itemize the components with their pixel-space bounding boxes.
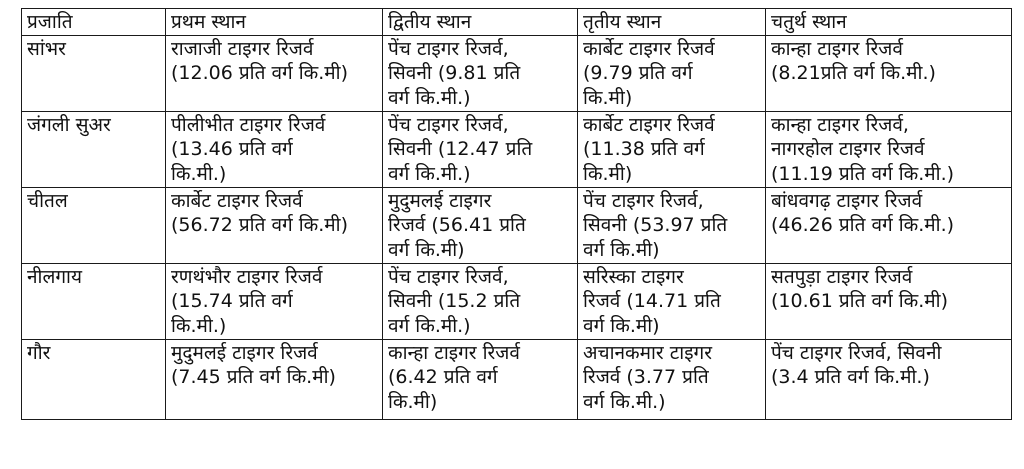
cell-text-line: (8.21प्रति वर्ग कि.मी.) <box>771 62 936 84</box>
cell-text-line: कान्हा टाइगर रिजर्व <box>771 37 903 60</box>
cell-text-line: बांधवगढ़ टाइगर रिजर्व <box>771 189 923 212</box>
fourth-place-cell <box>766 263 1012 339</box>
third-place-cell <box>578 111 766 187</box>
fourth-place-cell <box>766 339 1012 419</box>
second-place-cell <box>383 339 578 419</box>
second-place-cell <box>383 111 578 187</box>
species-cell: चीतल <box>22 187 166 263</box>
species-cell: सांभर <box>22 35 166 111</box>
cell-text-line: (11.38 प्रति वर्ग <box>583 138 705 160</box>
cell-text-line: वर्ग कि.मी.) <box>388 162 471 185</box>
cell-text-line: पेंच टाइगर रिजर्व, <box>388 37 509 60</box>
cell-text-line: पेंच टाइगर रिजर्व, <box>583 189 704 212</box>
cell-text-line: रिजर्व (3.77 प्रति <box>583 366 709 388</box>
cell-text-line: वर्ग कि.मी) <box>583 314 660 337</box>
cell-text-line: वर्ग कि.मी.) <box>388 314 471 337</box>
third-place-cell <box>578 263 766 339</box>
cell-text-line: कि.मी) <box>583 162 633 185</box>
cell-text-line: कान्हा टाइगर रिजर्व, <box>771 113 909 136</box>
third-place-cell <box>578 35 766 111</box>
cell-text-line: (12.06 प्रति वर्ग कि.मी) <box>171 62 348 84</box>
header-third-place: तृतीय स्थान <box>578 9 766 36</box>
species-cell: नीलगाय <box>22 263 166 339</box>
cell-text-line: (46.26 प्रति वर्ग कि.मी.) <box>771 214 955 236</box>
cell-text-line: नागरहोल टाइगर रिजर्व <box>771 138 925 160</box>
table-row <box>22 187 1012 263</box>
cell-text-line: (56.72 प्रति वर्ग कि.मी) <box>171 214 348 236</box>
cell-text-line: कि.मी) <box>583 86 633 109</box>
cell-text-line: रिजर्व (14.71 प्रति <box>583 290 721 312</box>
table-row <box>22 339 1012 419</box>
second-place-cell <box>383 187 578 263</box>
first-place-cell <box>166 339 383 419</box>
second-place-cell <box>383 35 578 111</box>
cell-text-line: (7.45 प्रति वर्ग कि.मी) <box>171 366 336 388</box>
table-header-row <box>22 9 1012 36</box>
header-fourth-place: चतुर्थ स्थान <box>766 9 1012 36</box>
cell-text-line: (13.46 प्रति वर्ग <box>171 138 293 160</box>
cell-text-line: (6.42 प्रति वर्ग <box>388 366 498 388</box>
third-place-cell <box>578 187 766 263</box>
cell-text-line: कि.मी.) <box>171 162 227 185</box>
cell-text-line: सरिस्का टाइगर <box>583 265 684 288</box>
cell-text-line: पेंच टाइगर रिजर्व, <box>388 113 509 136</box>
cell-text-line: वर्ग कि.मी) <box>388 238 465 261</box>
cell-text-line: (9.79 प्रति वर्ग <box>583 62 693 84</box>
cell-text-line: कार्बेट टाइगर रिजर्व <box>171 189 303 212</box>
cell-text-line: अचानकमार टाइगर <box>583 341 713 364</box>
cell-text-line: रिजर्व (56.41 प्रति <box>388 214 526 236</box>
cell-text-line: (3.4 प्रति वर्ग कि.मी.) <box>771 366 930 388</box>
first-place-cell <box>166 111 383 187</box>
cell-text-line: सिवनी (9.81 प्रति <box>388 62 521 84</box>
first-place-cell <box>166 187 383 263</box>
first-place-cell <box>166 35 383 111</box>
cell-text-line: सतपुड़ा टाइगर रिजर्व <box>771 265 913 288</box>
cell-text-line: कि.मी.) <box>171 314 227 337</box>
fourth-place-cell <box>766 35 1012 111</box>
fourth-place-cell <box>766 111 1012 187</box>
header-first-place: प्रथम स्थान <box>166 9 383 36</box>
cell-text-line: (15.74 प्रति वर्ग <box>171 290 293 312</box>
species-cell: जंगली सुअर <box>22 111 166 187</box>
cell-text-line: कान्हा टाइगर रिजर्व <box>388 341 520 364</box>
table-body <box>22 9 1012 420</box>
cell-text-line: कि.मी) <box>388 390 438 413</box>
third-place-cell <box>578 339 766 419</box>
cell-text-line: वर्ग कि.मी.) <box>583 390 666 413</box>
cell-text-line: पीलीभीत टाइगर रिजर्व <box>171 113 326 136</box>
cell-text-line: सिवनी (53.97 प्रति <box>583 214 728 236</box>
ranking-table <box>21 8 1012 420</box>
cell-text-line: मुदुमलई टाइगर रिजर्व <box>171 341 318 364</box>
second-place-cell <box>383 263 578 339</box>
cell-text-line: (11.19 प्रति वर्ग कि.मी.) <box>771 162 955 185</box>
header-species: प्रजाति <box>22 9 166 36</box>
cell-text-line: सिवनी (12.47 प्रति <box>388 138 533 160</box>
cell-text-line: रणथंभौर टाइगर रिजर्व <box>171 265 323 288</box>
cell-text-line: सिवनी (15.2 प्रति <box>388 290 521 312</box>
fourth-place-cell <box>766 187 1012 263</box>
cell-text-line: मुदुमलई टाइगर <box>388 189 492 212</box>
species-cell: गौर <box>22 339 166 419</box>
table-row <box>22 263 1012 339</box>
cell-text-line: राजाजी टाइगर रिजर्व <box>171 37 314 60</box>
cell-text-line: वर्ग कि.मी.) <box>388 86 471 109</box>
header-second-place: द्वितीय स्थान <box>383 9 578 36</box>
table-row <box>22 35 1012 111</box>
cell-text-line: (10.61 प्रति वर्ग कि.मी) <box>771 290 948 312</box>
cell-text-line: कार्बेट टाइगर रिजर्व <box>583 113 715 136</box>
first-place-cell <box>166 263 383 339</box>
cell-text-line: पेंच टाइगर रिजर्व, सिवनी <box>771 341 942 364</box>
cell-text-line: पेंच टाइगर रिजर्व, <box>388 265 509 288</box>
table-row <box>22 111 1012 187</box>
cell-text-line: वर्ग कि.मी) <box>583 238 660 261</box>
cell-text-line: कार्बेट टाइगर रिजर्व <box>583 37 715 60</box>
